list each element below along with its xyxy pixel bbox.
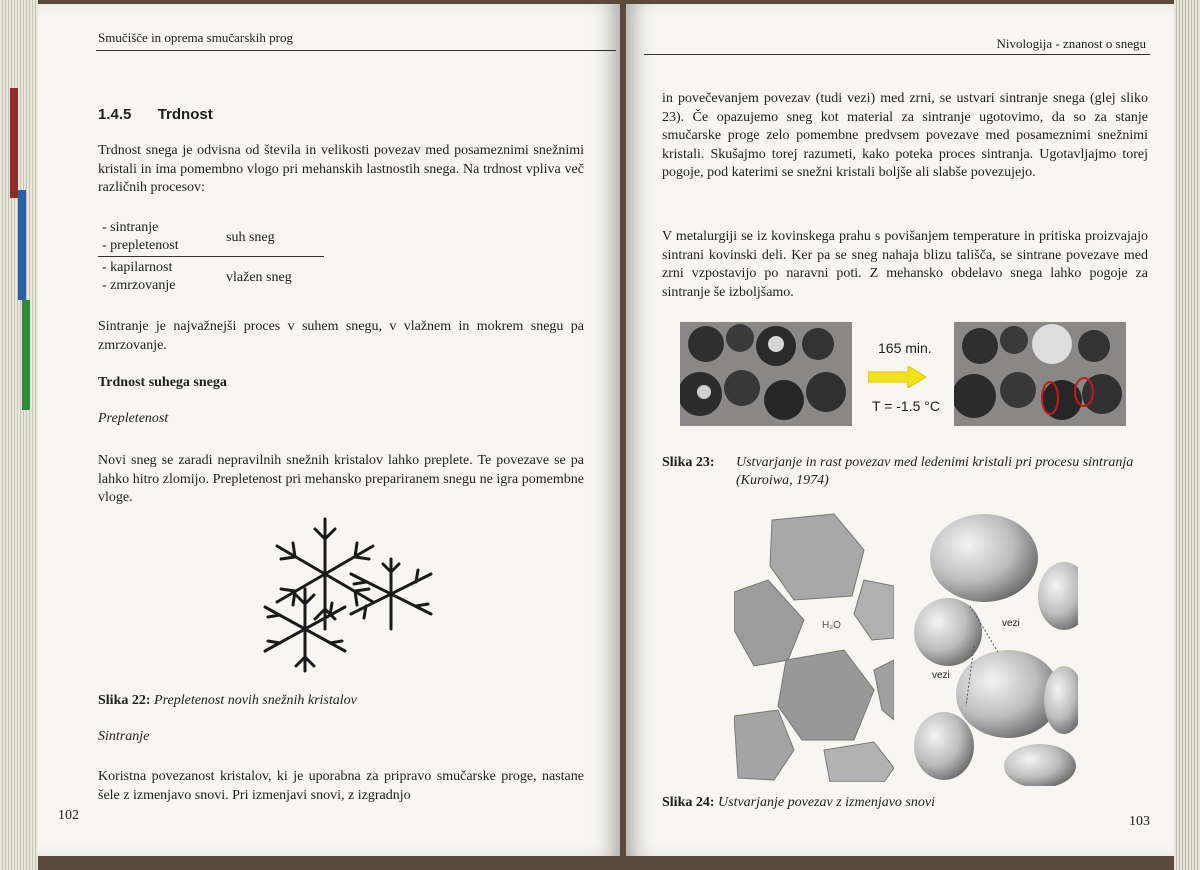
vezi-label-bottom: vezi [932,670,950,681]
section-title: Trdnost [157,106,213,123]
table-divider [98,256,324,257]
right-page [626,4,1174,856]
sintering-photo-before [680,322,852,426]
bookmark-tab-red [10,88,18,198]
table-group-vlazen-sneg: vlažen sneg [226,270,292,285]
bookmark-tab-green [22,300,30,410]
figure-23-time-label: 165 min. [878,340,932,356]
subheading-prepletenost: Prepletenost [98,411,169,426]
right-header-rule [644,54,1150,55]
figure-23-temp-label: T = -1.5 °C [872,398,940,414]
figure-23-text: Ustvarjanje in rast povezav med ledenimi kristali pri procesu sintranja (Kuroiwa, 1974) [736,455,1134,488]
left-page [38,4,620,856]
left-paragraph-4: Koristna povezanost kristalov, ki je uporabna za pripravo smučarske proge, nastane šele z izmenjavo snovi. Pri izmenjavi snovi, z izgradnjo [98,769,584,803]
vezi-label-top: vezi [1002,618,1020,629]
figure-23-label: Slika 23: [662,455,715,470]
left-paragraph-2: Sintranje je najvažnejši proces v suhem snegu, v vlažnem in mokrem snegu pa zmrzovanje. [98,319,584,353]
snowflake-crystals-figure [243,514,443,679]
snowflake-1 [277,519,373,629]
right-page-number: 103 [1129,814,1150,829]
book-page-edges [0,0,38,870]
left-paragraph-3: Novi sneg se zaradi nepravilnih snežnih kristalov lahko preplete. Te povezave se pa lahko hitro zlomijo. Prepletenost pri mehansko prepariranem snegu ne igra pomembne vloge. [98,453,584,505]
figure-22-text: Prepletenost novih snežnih kristalov [154,693,357,708]
section-number: 1.4.5 [98,106,132,123]
figure-22-caption [98,692,357,710]
snowflake-2 [351,559,431,629]
left-header-rule [96,50,616,51]
left-page-number: 102 [58,808,79,823]
figure-24-caption [662,794,935,812]
figure-24-label: Slika 24: [662,795,715,810]
subheading-trdnost-suhega-snega: Trdnost suhega snega [98,375,227,390]
figure-22-label: Slika 22: [98,693,151,708]
table-row-kapilarnost: - kapilarnost [102,260,173,275]
right-paragraph-2: V metalurgiji se iz kovinskega prahu s povišanjem temperature in pritiska proizvajajo sintrani kovinski deli. Ker pa se sneg nahaja blizu tališča, se sintrane povezave med zrni vzpostavijo po naravni poti. Z mehansko obdelavo snega lahko pogoje za sintranje še izboljšamo. [662,229,1148,300]
table-row-sintranje: - sintranje [102,220,159,235]
crystal-faceted-illustration [734,510,894,782]
section-heading [98,106,213,123]
figure-23-arrow [868,366,928,388]
table-row-prepletenost: - prepletenost [102,238,179,253]
crystal-sphere-illustration [914,510,1078,786]
right-paragraph-1: in povečevanjem povezav (tudi vezi) med zrni, se ustvari sintranje snega (glej sliko 23). Če opazujemo sneg kot material za sintranje ugotovimo, da so za stanje smučarske proge zelo pomembne predvsem povezave med posameznimi snežnimi kristali. Skušajmo torej razumeti, kako poteka proces sintranja. Ugotavljajmo torej pogoje, pod katerimi se snežni kristali boljše ali slabše povezujejo. [662,91,1148,180]
book-right-edges [1174,0,1200,870]
table-row-zmrzovanje: - zmrzovanje [102,278,176,293]
figure-24-text: Ustvarjanje povezav z izmenjavo snovi [718,795,935,810]
process-table [98,218,338,298]
sintering-photo-after [954,322,1126,426]
h2o-label: H₂O [822,620,841,631]
bookmark-tab-blue [18,190,26,300]
left-running-header: Smučišče in oprema smučarskih prog [98,30,293,45]
subheading-sintranje: Sintranje [98,729,150,744]
table-group-suh-sneg: suh sneg [226,230,275,245]
left-paragraph-1: Trdnost snega je odvisna od števila in velikosti povezav med posameznimi snežnimi kristali in ima pomembno vlogo pri mehanskih lastnostih snega. Na trdnost vpliva več različnih procesov: [98,143,584,195]
right-running-header: Nivologija - znanost o snegu [996,36,1146,51]
